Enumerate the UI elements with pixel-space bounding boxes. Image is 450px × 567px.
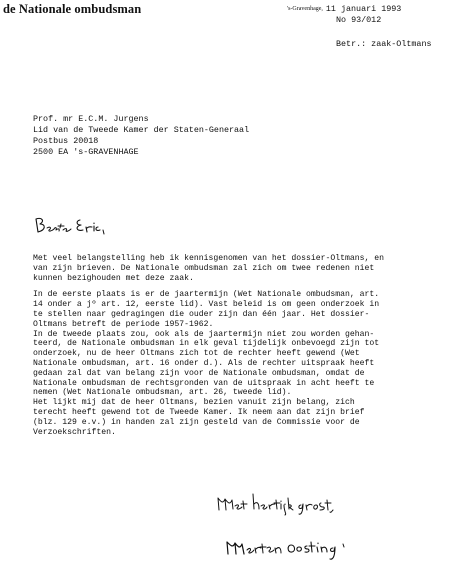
body-line: Nationale ombudsman de rechtsgronden van de uitspraak in acht heeft te — [33, 378, 375, 388]
place-label: 's-Gravenhage, — [287, 6, 323, 12]
body-line: kunnen bezighouden met deze zaak. — [33, 273, 194, 283]
body-line: Oltmans betreft de periode 1957-1962. — [33, 319, 214, 329]
handwritten-salutation — [32, 215, 122, 237]
letter-body — [33, 254, 441, 437]
body-line: 14 onder a jº art. 12, eerste lid). Vast beleid is om geen onderzoek in — [33, 300, 380, 310]
body-line: Het lijkt mij dat de heer Oltmans, bezien vanuit zijn belang, zich — [33, 398, 355, 408]
body-line: teerd, de Nationale ombudsman in elk geval tijdelijk onbevoegd zijn tot — [33, 339, 380, 349]
reference-number: No 93/012 — [336, 15, 382, 25]
body-line: Met veel belangstelling heb ik kennisgenomen van het dossier-Oltmans, en — [33, 254, 385, 263]
body-paragraph-3 — [33, 330, 441, 399]
body-line: In de tweede plaats zou, ook als de jaartermijn niet zou worden gehan- — [33, 329, 375, 339]
letterhead-title: de Nationale ombudsman — [3, 2, 142, 16]
body-line: In de eerste plaats is er de jaartermijn (Wet Nationale ombudsman, art. — [33, 290, 380, 300]
body-line: nemen (Wet Nationale ombudsman, art. 26, tweede lid). — [33, 388, 292, 398]
address-line: Prof. mr E.C.M. Jurgens — [33, 114, 149, 124]
body-paragraph-1 — [33, 254, 441, 283]
address-line: Postbus 20018 — [33, 136, 99, 146]
body-line: te stellen naar gedragingen die ouder zijn dan één jaar. Het dossier- — [33, 309, 370, 319]
address-line: Lid van de Tweede Kamer der Staten-Generaal — [33, 125, 250, 135]
body-line: gedaan zal dat van belang zijn voor de Nationale ombudsman, omdat de — [33, 368, 365, 378]
body-line: Verzoekschriften. — [33, 427, 116, 437]
body-line: Nationale ombudsman, art. 16 onder d.). Als de rechter uitspraak heeft — [33, 358, 375, 368]
body-line: onderzoek, nu de heer Oltmans zich tot de rechter heeft gewend (Wet — [33, 349, 360, 359]
address-line: 2500 EA 's-GRAVENHAGE — [33, 147, 139, 157]
handwritten-closing — [215, 490, 345, 516]
body-paragraph-4 — [33, 398, 441, 437]
subject-line: Betr.: zaak-Oltmans — [336, 39, 432, 49]
signature — [223, 532, 355, 562]
body-line: terecht heeft gewend tot de Tweede Kamer. Ik neem aan dat zijn brief — [33, 407, 365, 417]
body-paragraph-2 — [33, 290, 441, 329]
place-date-line — [287, 5, 401, 16]
letter-date: 11 januari 1993 — [325, 4, 402, 14]
body-line: (blz. 129 e.v.) in handen zal zijn gesteld van de Commissie voor de — [33, 417, 360, 427]
recipient-address — [33, 114, 249, 158]
body-line: van zijn brieven. De Nationale ombudsman zal zich om twee redenen niet — [33, 263, 375, 273]
